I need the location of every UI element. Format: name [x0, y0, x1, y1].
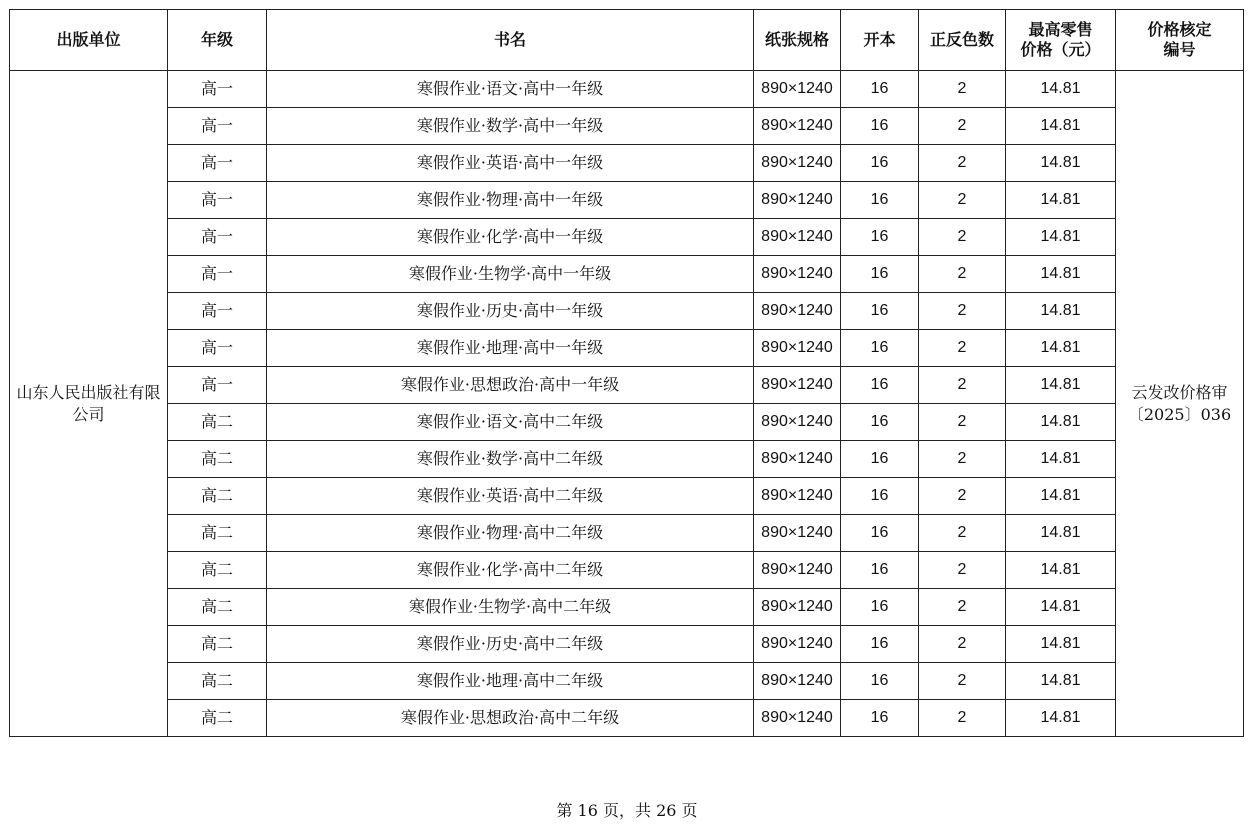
cell-colors: 2 [919, 478, 1006, 515]
cell-price: 14.81 [1006, 330, 1116, 367]
cell-price: 14.81 [1006, 478, 1116, 515]
cell-grade: 高一 [168, 330, 267, 367]
cell-grade: 高一 [168, 256, 267, 293]
cell-publisher: 山东人民出版社有限公司 [10, 71, 168, 737]
header-max-price-line1: 最高零售 [1028, 20, 1093, 39]
cell-colors: 2 [919, 552, 1006, 589]
cell-format: 16 [841, 367, 919, 404]
cell-colors: 2 [919, 330, 1006, 367]
table-row [10, 293, 1244, 330]
cell-title: 寒假作业·语文·高中一年级 [267, 71, 754, 108]
header-colors: 正反色数 [919, 10, 1006, 71]
cell-grade: 高二 [168, 441, 267, 478]
cell-title: 寒假作业·历史·高中一年级 [267, 293, 754, 330]
cell-price: 14.81 [1006, 404, 1116, 441]
cell-format: 16 [841, 700, 919, 737]
cell-paper-spec: 890×1240 [754, 700, 841, 737]
cell-grade: 高二 [168, 700, 267, 737]
cell-price: 14.81 [1006, 552, 1116, 589]
cell-grade: 高一 [168, 182, 267, 219]
cell-paper-spec: 890×1240 [754, 367, 841, 404]
cell-colors: 2 [919, 182, 1006, 219]
cell-colors: 2 [919, 108, 1006, 145]
table-row [10, 71, 1244, 108]
cell-paper-spec: 890×1240 [754, 515, 841, 552]
cell-grade: 高二 [168, 404, 267, 441]
cell-format: 16 [841, 256, 919, 293]
table-row [10, 182, 1244, 219]
header-publisher: 出版单位 [10, 10, 168, 71]
table-row [10, 478, 1244, 515]
cell-grade: 高一 [168, 108, 267, 145]
cell-paper-spec: 890×1240 [754, 663, 841, 700]
cell-price: 14.81 [1006, 219, 1116, 256]
header-max-price-line2: 价格（元） [1020, 40, 1101, 59]
cell-paper-spec: 890×1240 [754, 478, 841, 515]
cell-paper-spec: 890×1240 [754, 145, 841, 182]
cell-paper-spec: 890×1240 [754, 552, 841, 589]
table-row [10, 108, 1244, 145]
cell-paper-spec: 890×1240 [754, 441, 841, 478]
cell-title: 寒假作业·思想政治·高中二年级 [267, 700, 754, 737]
cell-title: 寒假作业·生物学·高中二年级 [267, 589, 754, 626]
cell-paper-spec: 890×1240 [754, 293, 841, 330]
cell-colors: 2 [919, 626, 1006, 663]
cell-format: 16 [841, 663, 919, 700]
cell-price: 14.81 [1006, 626, 1116, 663]
cell-price: 14.81 [1006, 700, 1116, 737]
table-row [10, 330, 1244, 367]
cell-title: 寒假作业·物理·高中一年级 [267, 182, 754, 219]
cell-paper-spec: 890×1240 [754, 256, 841, 293]
cell-format: 16 [841, 108, 919, 145]
table-row [10, 367, 1244, 404]
cell-format: 16 [841, 478, 919, 515]
cell-title: 寒假作业·语文·高中二年级 [267, 404, 754, 441]
cell-format: 16 [841, 145, 919, 182]
cell-price: 14.81 [1006, 145, 1116, 182]
cell-title: 寒假作业·地理·高中一年级 [267, 330, 754, 367]
cell-price: 14.81 [1006, 256, 1116, 293]
cell-price: 14.81 [1006, 589, 1116, 626]
cell-price: 14.81 [1006, 71, 1116, 108]
cell-grade: 高二 [168, 515, 267, 552]
cell-price: 14.81 [1006, 108, 1116, 145]
header-approval [1116, 10, 1244, 71]
cell-title: 寒假作业·物理·高中二年级 [267, 515, 754, 552]
cell-title: 寒假作业·数学·高中二年级 [267, 441, 754, 478]
cell-grade: 高一 [168, 367, 267, 404]
cell-grade: 高二 [168, 626, 267, 663]
cell-colors: 2 [919, 700, 1006, 737]
header-approval-line1: 价格核定 [1147, 20, 1212, 39]
cell-colors: 2 [919, 293, 1006, 330]
header-title: 书名 [267, 10, 754, 71]
cell-price: 14.81 [1006, 515, 1116, 552]
cell-title: 寒假作业·化学·高中二年级 [267, 552, 754, 589]
cell-grade: 高一 [168, 71, 267, 108]
cell-price: 14.81 [1006, 663, 1116, 700]
table-row [10, 219, 1244, 256]
table-body [10, 71, 1244, 737]
cell-format: 16 [841, 330, 919, 367]
cell-format: 16 [841, 182, 919, 219]
table-row [10, 589, 1244, 626]
cell-format: 16 [841, 71, 919, 108]
cell-title: 寒假作业·化学·高中一年级 [267, 219, 754, 256]
cell-paper-spec: 890×1240 [754, 330, 841, 367]
cell-format: 16 [841, 293, 919, 330]
cell-grade: 高一 [168, 219, 267, 256]
table-row [10, 256, 1244, 293]
header-row [10, 10, 1244, 71]
header-max-price [1006, 10, 1116, 71]
header-paper-spec: 纸张规格 [754, 10, 841, 71]
cell-title: 寒假作业·历史·高中二年级 [267, 626, 754, 663]
cell-paper-spec: 890×1240 [754, 589, 841, 626]
table-row [10, 441, 1244, 478]
cell-paper-spec: 890×1240 [754, 404, 841, 441]
cell-colors: 2 [919, 663, 1006, 700]
header-approval-line2: 编号 [1163, 40, 1196, 59]
cell-grade: 高二 [168, 552, 267, 589]
cell-approval-no: 云发改价格审〔2025〕036 [1116, 71, 1244, 737]
cell-colors: 2 [919, 219, 1006, 256]
cell-format: 16 [841, 552, 919, 589]
cell-paper-spec: 890×1240 [754, 626, 841, 663]
cell-grade: 高二 [168, 663, 267, 700]
cell-paper-spec: 890×1240 [754, 108, 841, 145]
cell-price: 14.81 [1006, 441, 1116, 478]
cell-colors: 2 [919, 71, 1006, 108]
cell-price: 14.81 [1006, 367, 1116, 404]
cell-title: 寒假作业·英语·高中二年级 [267, 478, 754, 515]
table-row [10, 700, 1244, 737]
price-table [9, 9, 1244, 737]
cell-paper-spec: 890×1240 [754, 71, 841, 108]
cell-price: 14.81 [1006, 293, 1116, 330]
cell-colors: 2 [919, 256, 1006, 293]
cell-grade: 高一 [168, 145, 267, 182]
table-row [10, 552, 1244, 589]
cell-title: 寒假作业·生物学·高中一年级 [267, 256, 754, 293]
table-row [10, 663, 1244, 700]
header-grade: 年级 [168, 10, 267, 71]
cell-grade: 高一 [168, 293, 267, 330]
cell-format: 16 [841, 626, 919, 663]
cell-paper-spec: 890×1240 [754, 219, 841, 256]
cell-colors: 2 [919, 441, 1006, 478]
cell-price: 14.81 [1006, 182, 1116, 219]
table-row [10, 404, 1244, 441]
cell-colors: 2 [919, 145, 1006, 182]
cell-format: 16 [841, 441, 919, 478]
cell-paper-spec: 890×1240 [754, 182, 841, 219]
table-row [10, 515, 1244, 552]
cell-title: 寒假作业·思想政治·高中一年级 [267, 367, 754, 404]
cell-colors: 2 [919, 515, 1006, 552]
cell-format: 16 [841, 515, 919, 552]
cell-title: 寒假作业·地理·高中二年级 [267, 663, 754, 700]
cell-grade: 高二 [168, 589, 267, 626]
cell-format: 16 [841, 404, 919, 441]
cell-colors: 2 [919, 589, 1006, 626]
cell-colors: 2 [919, 404, 1006, 441]
cell-title: 寒假作业·英语·高中一年级 [267, 145, 754, 182]
cell-grade: 高二 [168, 478, 267, 515]
header-format: 开本 [841, 10, 919, 71]
cell-format: 16 [841, 219, 919, 256]
cell-format: 16 [841, 589, 919, 626]
page-footer: 第 16 页，共 26 页 [556, 801, 698, 820]
cell-title: 寒假作业·数学·高中一年级 [267, 108, 754, 145]
cell-colors: 2 [919, 367, 1006, 404]
table-row [10, 626, 1244, 663]
table-row [10, 145, 1244, 182]
